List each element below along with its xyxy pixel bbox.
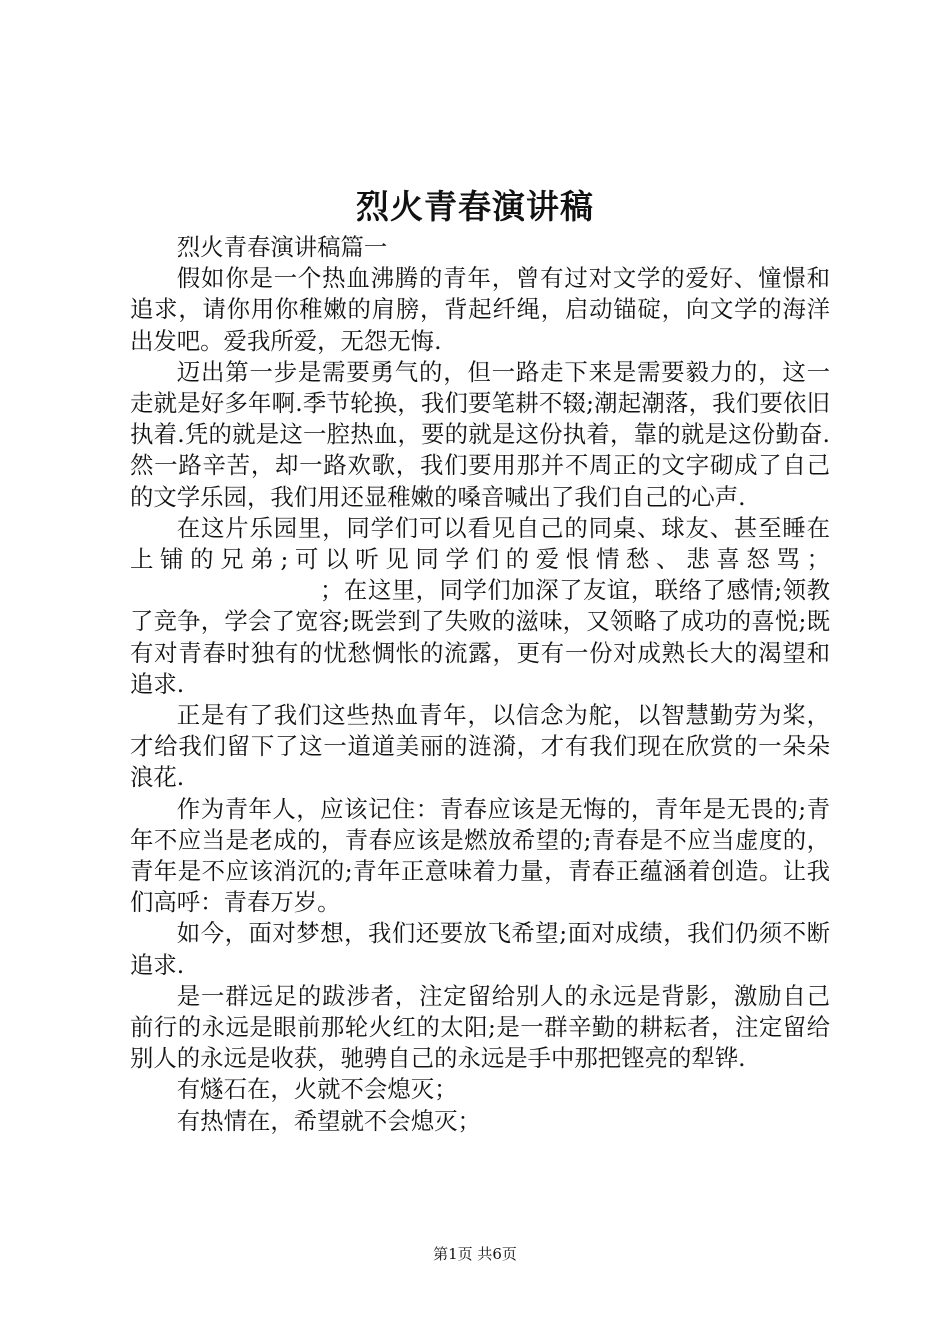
- paragraph: [130, 513, 830, 700]
- paragraph: 是一群远足的跋涉者，注定留给别人的永远是背影，激励自己前行的永远是眼前那轮火红的太阳;是一群辛勤的耕耘者，注定留给别人的永远是收获，驰骋自己的永远是手中那把铿亮的犁铧.: [130, 981, 830, 1073]
- section-heading: 烈火青春演讲稿篇一: [176, 233, 388, 261]
- paragraph-text: 在这片乐园里，同学们可以看见自己的同桌、球友、甚至睡在上铺的兄弟;可以听见同学们的爱恨情愁、悲喜怒骂: [130, 513, 830, 574]
- paragraph-text: ；: [806, 545, 830, 574]
- paragraph: 有燧石在，火就不会熄灭；: [176, 1075, 458, 1104]
- page-number: 第1页 共6页: [433, 1245, 517, 1263]
- paragraph: 作为青年人，应该记住：青春应该是无悔的，青年是无畏的;青年不应当是老成的，青春应该是燃放希望的;青春是不应当虚度的，青年是不应该消沉的;青年正意味着力量，青春正蕴涵着创造。让我们高呼：青春万岁。: [130, 794, 830, 917]
- paragraph: 假如你是一个热血沸腾的青年，曾有过对文学的爱好、憧憬和追求，请你用你稚嫩的肩膀，背起纤绳，启动锚碇，向文学的海洋出发吧。爱我所爱，无怨无悔.: [130, 264, 830, 355]
- paragraph: 正是有了我们这些热血青年，以信念为舵，以智慧勤劳为桨，才给我们留下了这一道道美丽的涟漪，才有我们现在欣赏的一朵朵浪花.: [130, 701, 830, 792]
- paragraph: 迈出第一步是需要勇气的，但一路走下来是需要毅力的，这一走就是好多年啊.季节轮换，我们要笔耕不辍;潮起潮落，我们要依旧执着.凭的就是这一腔热血，要的就是这份执着，靠的就是这份勤奋.然一路辛苦，却一路欢歌，我们要用那并不周正的文字砌成了自己的文学乐园，我们用还显稚嫩的嗓音喊出了我们自己的心声.: [130, 357, 830, 511]
- paragraph-text: ；在这里，同学们加深了友谊，联络了感情;领教了竞争，学会了宽容;既尝到了失败的滋味，又领略了成功的喜悦;既有对青春时独有的忧愁惆怅的流露，更有一份对成熟长大的渴望和追求.: [130, 576, 830, 698]
- document-title: 烈火青春演讲稿: [356, 187, 594, 226]
- paragraph: 如今，面对梦想，我们还要放飞希望;面对成绩，我们仍须不断追求.: [130, 919, 830, 979]
- paragraph: 有热情在，希望就不会熄灭；: [176, 1106, 481, 1135]
- document-body: [130, 232, 830, 1137]
